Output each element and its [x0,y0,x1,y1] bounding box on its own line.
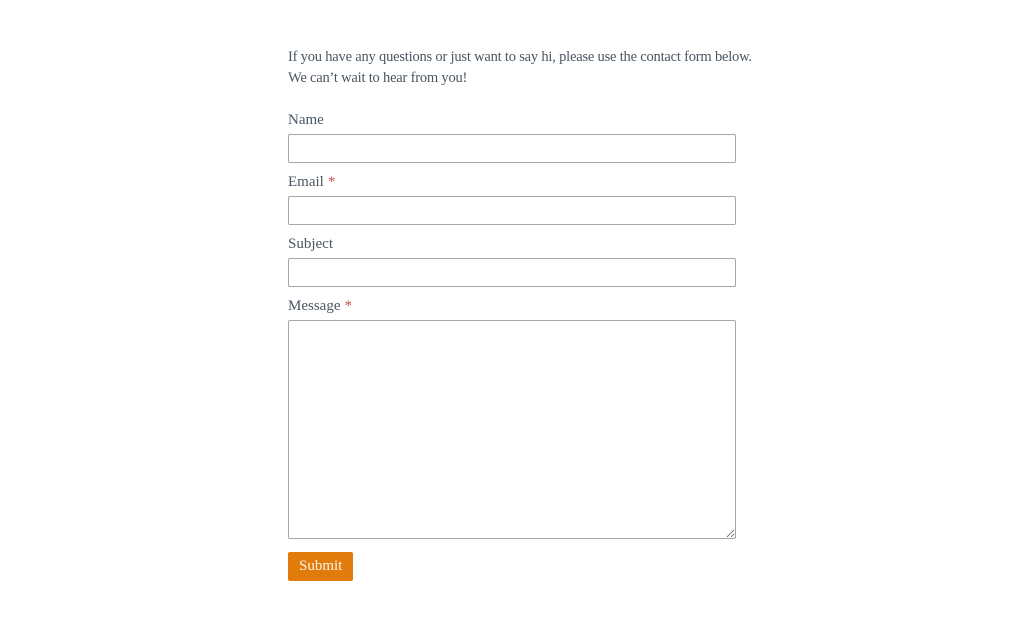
message-field[interactable] [288,320,736,539]
name-label-text: Name [288,112,324,128]
intro-text-line-1: If you have any questions or just want to say hi, please use the contact form below. [288,49,752,65]
page-content [288,0,752,581]
intro-text-line-2: We can’t wait to hear from you! [288,70,468,86]
subject-label [288,237,736,252]
intro-paragraph [288,47,752,89]
name-label [288,113,736,128]
form-field-name [288,113,736,163]
email-field[interactable] [288,196,736,225]
subject-field[interactable] [288,258,736,287]
email-label [288,175,736,190]
submit-button[interactable]: Submit [288,552,353,581]
form-field-message [288,299,736,539]
name-field[interactable] [288,134,736,163]
contact-form [288,113,736,581]
subject-label-text: Subject [288,236,333,252]
form-field-subject [288,237,736,287]
email-required-asterisk: * [327,174,336,190]
message-label [288,299,736,314]
email-label-text: Email [288,174,324,190]
form-field-email [288,175,736,225]
message-required-asterisk: * [344,298,352,314]
message-label-text: Message [288,298,341,314]
